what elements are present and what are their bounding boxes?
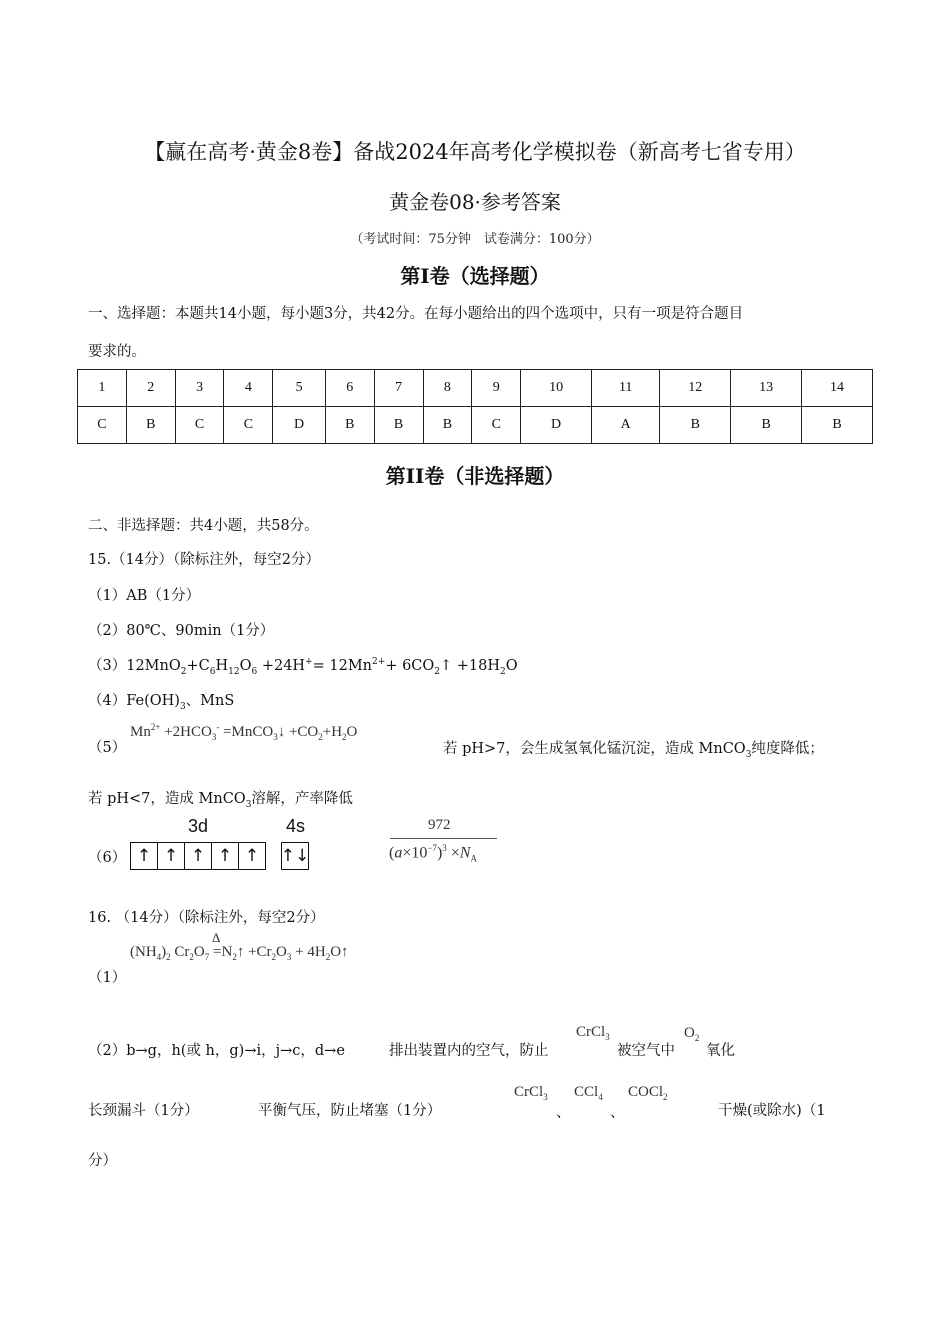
question-number: 9 bbox=[472, 370, 521, 407]
equation: $Mn^{2+} +2HCO_3^-$ =MnCO$_3$↓ $+CO_2+H_2O$ bbox=[130, 722, 358, 742]
q16-answer-3-part3: 干燥(或除水)（1 bbox=[718, 1103, 826, 1119]
formula: $Fe(OH)_3$、MnS bbox=[126, 693, 235, 712]
up-arrow-icon: ↑ bbox=[131, 843, 158, 869]
exam-info: （考试时间：75分钟 试卷满分：100分） bbox=[350, 232, 600, 247]
question-number: 6 bbox=[325, 370, 374, 407]
up-arrow-icon: ↑ bbox=[212, 843, 239, 869]
answer-cell: D bbox=[521, 407, 592, 444]
q15-answer-5-label: （5） bbox=[88, 740, 127, 756]
q16-answer-2-text3: 氧化 bbox=[706, 1043, 735, 1059]
q16-answer-1-label: （1） bbox=[88, 970, 127, 986]
question-number: 14 bbox=[802, 370, 873, 407]
orbital-3d-box bbox=[130, 842, 266, 870]
answer-cell: C bbox=[175, 407, 224, 444]
separator: 、 bbox=[610, 1105, 625, 1121]
fraction-bar bbox=[390, 838, 497, 839]
up-arrow-icon: ↑ bbox=[244, 846, 260, 866]
answer-cell: C bbox=[224, 407, 273, 444]
answer-cell: C bbox=[78, 407, 127, 444]
question-number: 2 bbox=[126, 370, 175, 407]
equation: $(NH_4)_2$ $Cr_2O_7$ Δ $=N_2↑ +Cr_2O_3$ + $4H_2O↑$ bbox=[130, 930, 349, 962]
question-number: 11 bbox=[591, 370, 659, 407]
separator: 、 bbox=[556, 1105, 571, 1121]
answer-label: （4） bbox=[88, 693, 127, 709]
paired-arrows-icon: ↑↓ bbox=[280, 846, 310, 866]
q16-answer-3-part2: 平衡气压，防止堵塞（1分） bbox=[258, 1103, 442, 1119]
question-number: 10 bbox=[521, 370, 592, 407]
question-number: 5 bbox=[273, 370, 326, 407]
q15-answer-5-text1: 若 pH>7，会生成氢氧化锰沉淀，造成 MnCO$_3$纯度降低； bbox=[443, 741, 824, 760]
formula-cocl2: COCl$_2$ bbox=[628, 1084, 668, 1102]
part2-heading: 第II卷（非选择题） bbox=[385, 464, 565, 488]
q15-answer-2: （2）80℃、90min（1分） bbox=[88, 623, 275, 639]
answer-cell: B bbox=[802, 407, 873, 444]
answer-cell: B bbox=[374, 407, 423, 444]
answer-cell: B bbox=[126, 407, 175, 444]
question-number: 4 bbox=[224, 370, 273, 407]
answer-label: （2） bbox=[88, 1043, 127, 1059]
density-denominator: $(a\times 10^{-7})^3 \times N_A$ bbox=[389, 843, 477, 864]
q16-head: 16. （14分）（除标注外，每空2分） bbox=[88, 910, 325, 926]
answer-table-answers-row bbox=[78, 407, 873, 444]
document-title: 【赢在高考·黄金8卷】备战2024年高考化学模拟卷（新高考七省专用） bbox=[144, 140, 806, 164]
q15-answer-6-label: （6） bbox=[88, 850, 127, 866]
orbital-4s-label: 4s bbox=[286, 816, 306, 836]
answer-cell: C bbox=[472, 407, 521, 444]
delta-icon: Δ bbox=[212, 930, 221, 945]
q16-answer-3-tail: 分） bbox=[88, 1153, 117, 1169]
answer-cell: B bbox=[423, 407, 472, 444]
q15-answer-5-text2: 若 pH<7，造成 MnCO$_3$溶解，产率降低 bbox=[88, 791, 353, 810]
question-number: 13 bbox=[731, 370, 802, 407]
density-numerator: 972 bbox=[428, 817, 451, 833]
q15-answer-3 bbox=[88, 654, 518, 677]
connection-sequence: b→g，h(或 h，g)→i，j→c，d→e bbox=[126, 1043, 345, 1059]
question-number: 8 bbox=[423, 370, 472, 407]
q15-answer-1: （1）AB（1分） bbox=[88, 588, 201, 604]
answer-cell: B bbox=[660, 407, 731, 444]
q16-answer-2-text1: 排出装置内的空气，防止 bbox=[389, 1043, 549, 1059]
up-arrow-icon: ↑ bbox=[158, 843, 185, 869]
answer-cell: B bbox=[731, 407, 802, 444]
q16-answer-3-part1: 长颈漏斗（1分） bbox=[88, 1103, 199, 1119]
part1-intro-line1: 一、选择题：本题共14小题，每小题3分，共42分。在每小题给出的四个选项中，只有一项是符合题目 bbox=[88, 306, 744, 322]
q15-answer-4 bbox=[88, 689, 234, 712]
orbital-4s-box bbox=[281, 842, 309, 870]
part1-heading: 第I卷（选择题） bbox=[400, 264, 550, 288]
formula-crcl3: CrCl$_3$ bbox=[576, 1024, 610, 1042]
question-number: 7 bbox=[374, 370, 423, 407]
question-number: 12 bbox=[660, 370, 731, 407]
question-number: 1 bbox=[78, 370, 127, 407]
answer-cell: D bbox=[273, 407, 326, 444]
formula-crcl3: CrCl$_3$ bbox=[514, 1084, 548, 1102]
answer-table bbox=[77, 369, 873, 444]
document-subtitle: 黄金卷08·参考答案 bbox=[389, 190, 561, 214]
question-number: 3 bbox=[175, 370, 224, 407]
q16-answer-2 bbox=[88, 1039, 345, 1060]
answer-label: （3） bbox=[88, 658, 127, 674]
up-arrow-icon: ↑ bbox=[185, 843, 212, 869]
q15-head: 15.（14分）（除标注外，每空2分） bbox=[88, 552, 320, 568]
formula-ccl4: CCl$_4$ bbox=[574, 1084, 603, 1102]
answer-cell: A bbox=[591, 407, 659, 444]
part1-intro-line2: 要求的。 bbox=[88, 344, 146, 360]
answer-table-numbers-row bbox=[78, 370, 873, 407]
q16-answer-2-text2: 被空气中 bbox=[617, 1043, 675, 1059]
orbital-3d-label: 3d bbox=[188, 816, 209, 836]
equation: $12MnO_2+C_6H_{12}O_6 +24H^+= 12Mn^{2+}+$ $6CO_2↑ +18H_2O$ bbox=[126, 657, 518, 677]
formula-o2: $O_2$ bbox=[684, 1025, 700, 1043]
answer-cell: B bbox=[325, 407, 374, 444]
part2-intro: 二、非选择题：共4小题，共58分。 bbox=[88, 518, 319, 534]
